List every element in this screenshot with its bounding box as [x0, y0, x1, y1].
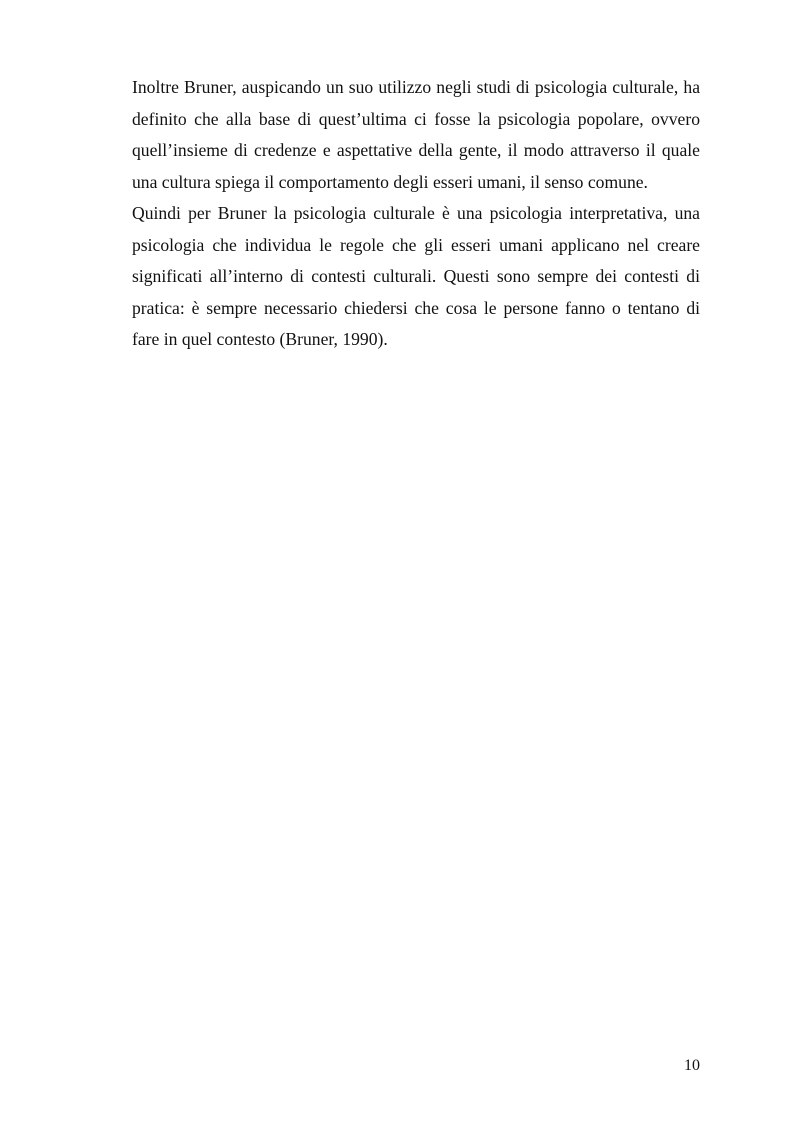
- body-text: [132, 72, 700, 356]
- paragraph-bruner-folk-psychology: Inoltre Bruner, auspicando un suo utilizzo negli studi di psicologia culturale, ha definito che alla base di quest’ultima ci fosse la psicologia popolare, ovvero quell’insieme di credenze e aspettative della gente, il modo attraverso il quale una cultura spiega il comportamento degli esseri umani, il senso comune.: [132, 77, 700, 192]
- page-number: 10: [684, 1057, 700, 1074]
- paragraph-cultural-psychology: Quindi per Bruner la psicologia culturale è una psicologia interpretativa, una psicologia che individua le regole che gli esseri umani applicano nel creare significati all’interno di contesti culturali. Questi sono sempre dei contesti di pratica: è sempre necessario chiedersi che cosa le persone fanno o tentano di fare in quel contesto (Bruner, 1990).: [132, 203, 700, 349]
